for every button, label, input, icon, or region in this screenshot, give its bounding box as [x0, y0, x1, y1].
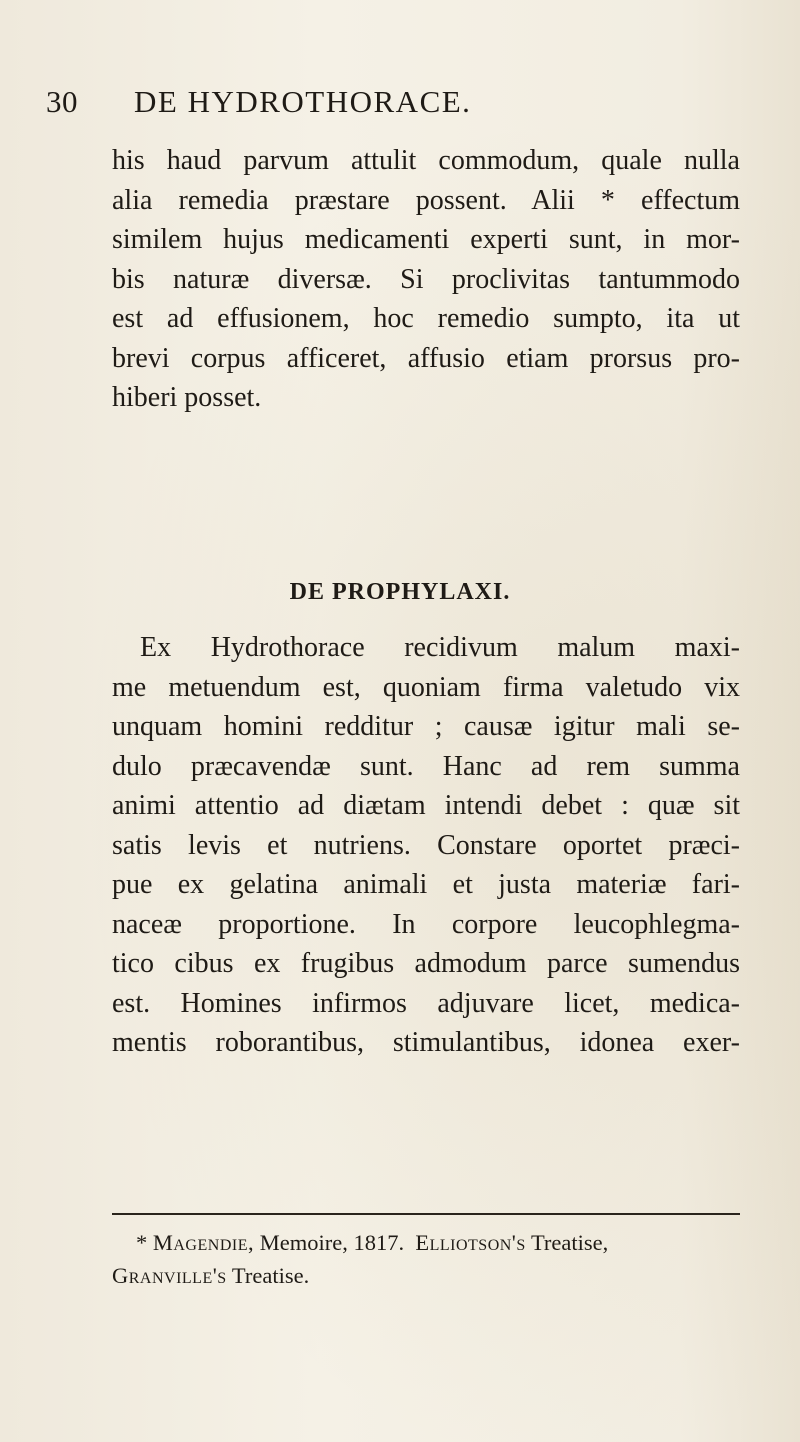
text-line: his haud parvum attulit commodum, quale nulla: [112, 145, 740, 176]
text-line: est ad effusionem, hoc remedio sumpto, ita ut: [112, 303, 740, 334]
footnote-author: Magendie,: [152, 1230, 255, 1255]
text-line: brevi corpus afficeret, affusio etiam prorsus pro-: [112, 342, 740, 374]
page-header: [0, 84, 800, 134]
footnote-author: Elliotson's: [415, 1230, 526, 1255]
paragraph-2: [112, 628, 740, 1063]
text-line: satis levis et nutriens. Constare oportet præci-: [112, 829, 740, 861]
footnote-work: Treatise.: [231, 1263, 310, 1288]
text-line: hiberi posset.: [112, 382, 262, 413]
text-line: alia remedia præstare possent. Alii * effectum: [112, 184, 740, 216]
footnote-line: [112, 1226, 752, 1259]
text-line: pue ex gelatina animali et justa materiæ fari-: [112, 869, 740, 900]
text-line: tico cibus ex frugibus admodum parce sumendus: [112, 948, 740, 979]
footnote-divider: [112, 1213, 740, 1215]
page-number: 30: [46, 84, 78, 119]
paragraph-1: [112, 141, 740, 418]
footnote-work: Memoire, 1817.: [259, 1230, 405, 1255]
text-line: mentis roborantibus, stimulantibus, idonea exer-: [112, 1027, 740, 1058]
text-line: unquam homini redditur ; causæ igitur mali se-: [112, 711, 740, 742]
footnote: [112, 1226, 752, 1292]
footnote-author: Granville's: [112, 1263, 227, 1288]
text-line: similem hujus medicamenti experti sunt, in mor-: [112, 224, 740, 255]
text-line: me metuendum est, quoniam firma valetudo vix: [112, 671, 740, 703]
text-line: Ex Hydrothorace recidivum malum maxi-: [140, 632, 740, 663]
section-heading: DE PROPHYLAXI.: [289, 579, 511, 605]
text-line: naceæ proportione. In corpore leucophlegma-: [112, 908, 740, 940]
text-line: bis naturæ diversæ. Si proclivitas tantummodo: [112, 263, 740, 295]
running-title: DE HYDROTHORACE.: [134, 84, 472, 119]
footnote-work: Treatise,: [530, 1230, 609, 1255]
text-line: est. Homines infirmos adjuvare licet, medica-: [112, 987, 740, 1019]
footnote-line: [112, 1259, 752, 1292]
text-line: animi attentio ad diætam intendi debet : quæ sit: [112, 790, 740, 821]
text-line: dulo præcavendæ sunt. Hanc ad rem summa: [112, 750, 740, 782]
footnote-marker: *: [136, 1230, 148, 1255]
